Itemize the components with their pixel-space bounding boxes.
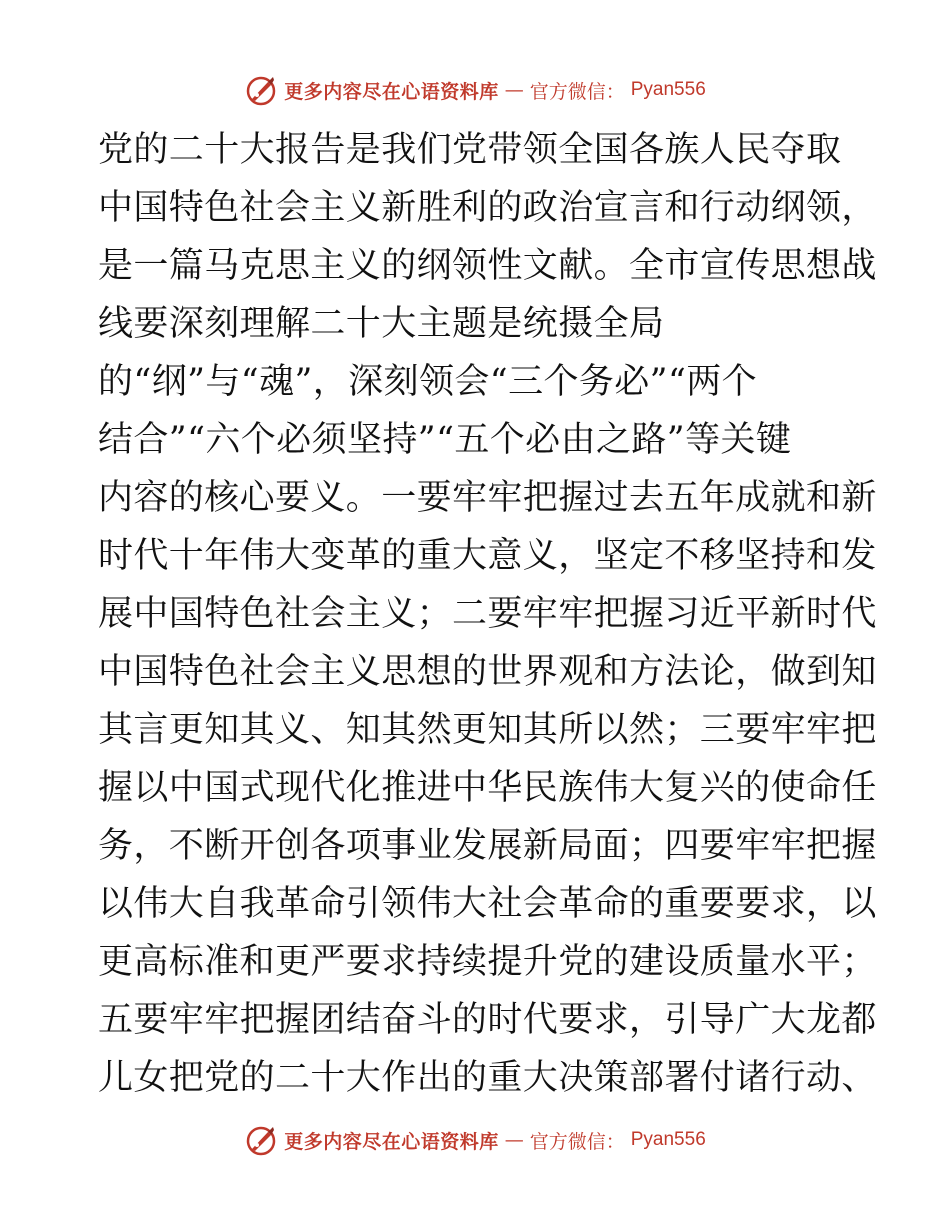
header-watermark-banner [0,70,950,110]
text-line: 务，不断开创各项事业发展新局面；四要牢牢把握 [98,826,877,866]
text-line: 其言更知其义、知其然更知其所以然；三要牢牢把 [98,710,877,750]
quill-pen-logo-icon [244,1123,278,1157]
text-line: 的“纲”与“魂”，深刻领会“三个务必”“两个 [98,362,758,402]
text-line: 儿女把党的二十大作出的重大决策部署付诸行动、 [98,1058,877,1098]
footer-brand-text: 更多内容尽在心语资料库 [284,1130,499,1153]
text-line: 更高标准和更严要求持续提升党的建设质量水平； [98,942,877,982]
header-separator: — [504,79,524,101]
text-line: 结合”“六个必须坚持”“五个必由之路”等关键 [98,420,792,460]
text-line: 中国特色社会主义思想的世界观和方法论，做到知 [98,652,877,692]
text-line: 握以中国式现代化推进中华民族伟大复兴的使命任 [98,768,877,808]
text-line: 中国特色社会主义新胜利的政治宣言和行动纲领， [98,188,877,228]
header-wechat-label: 官方微信： [529,80,625,103]
text-line: 展中国特色社会主义；二要牢牢把握习近平新时代 [98,594,877,634]
header-wechat-id: Pyan556 [630,79,706,100]
text-line: 是一篇马克思主义的纲领性文献。全市宣传思想战 [98,246,877,286]
footer-wechat-id: Pyan556 [630,1129,706,1150]
text-line: 线要深刻理解二十大主题是统摄全局 [98,304,665,344]
text-line: 五要牢牢把握团结奋斗的时代要求，引导广大龙都 [98,1000,877,1040]
footer-separator: — [504,1129,524,1151]
text-line: 时代十年伟大变革的重大意义，坚定不移坚持和发 [98,536,877,576]
document-body [98,121,877,1107]
text-line: 党的二十大报告是我们党带领全国各族人民夺取 [98,130,842,170]
text-line: 以伟大自我革命引领伟大社会革命的重要要求，以 [98,884,877,924]
header-brand-text: 更多内容尽在心语资料库 [284,80,499,103]
text-line: 内容的核心要义。一要牢牢把握过去五年成就和新 [98,478,877,518]
footer-watermark-banner [0,1120,950,1160]
quill-pen-logo-icon [244,73,278,107]
footer-wechat-label: 官方微信： [529,1130,625,1153]
